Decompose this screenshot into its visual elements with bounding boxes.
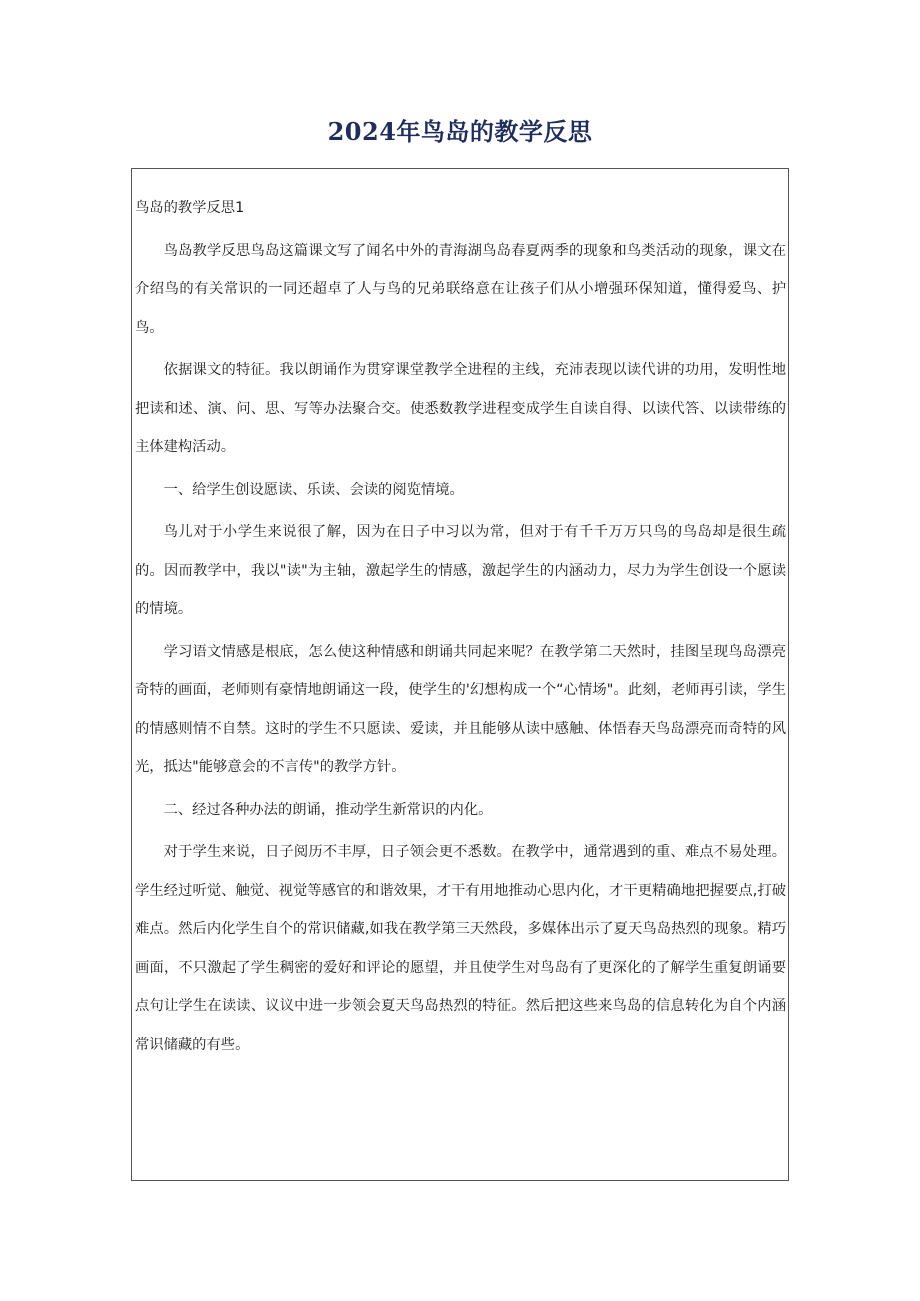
paragraph-point-two-heading: 二、经过各种办法的朗诵，推动学生新常识的内化。 <box>163 801 493 818</box>
paragraph-point-one-body: 鸟儿对于小学生来说很了解，因为在日子中习以为常，但对于有千千万万只鸟的鸟岛却是很生疏的。因而教学中，我以"读"为主轴，激起学生的情感，激起学生的内涵动力，尽力为学生创设一个愿读的情境。 <box>135 524 786 617</box>
document-title: 2024年鸟岛的教学反思 <box>327 117 593 146</box>
paragraph-emotion: 学习语文情感是根底，怎么使这种情感和朗诵共同起来呢？在教学第二天然时，挂图呈现鸟岛漂亮奇特的画面，老师则有豪情地朗诵这一段，使学生的'幻想构成一个“心情场"。此刻，老师再引读，学生的情感则情不自禁。这时的学生不只愿读、爱读，并且能够从读中感触、体悟春天鸟岛漂亮而奇特的风光，抵达"能够意会的不言传"的教学方针。 <box>135 643 786 775</box>
section-heading: 鸟岛的教学反思1 <box>135 200 245 216</box>
content-body <box>132 169 788 1064</box>
paragraph-intro: 鸟岛教学反思鸟岛这篇课文写了闻名中外的青海湖鸟岛春夏两季的现象和鸟类活动的现象，课文在介绍鸟的有关常识的一同还超卓了人与鸟的兄弟联络意在让孩子们从小增强环保知道，懂得爱鸟、护鸟。 <box>135 242 786 336</box>
content-frame <box>131 168 789 1181</box>
paragraph-point-two-body: 对于学生来说，日子阅历不丰厚，日子领会更不悉数。在教学中，通常遇到的重、难点不易处理。学生经过听觉、触觉、视觉等感官的和谐效果，才干有用地推动心思内化，才干更精确地把握要点,打破难点。然后内化学生自个的常识储藏,如我在教学第三天然段，多媒体出示了夏天鸟岛热烈的现象。精巧画面，不只激起了学生稠密的爱好和评论的愿望，并且使学生对鸟岛有了更深化的了解学生重复朗诵要点句让学生在读读、议议中进一步领会夏天鸟岛热烈的特征。然后把这些来鸟岛的信息转化为自个内涵常识储藏的有些。 <box>135 844 786 1053</box>
paragraph-point-one-heading: 一、给学生创设愿读、乐读、会读的阅览情境。 <box>163 481 464 498</box>
paragraph-method: 依据课文的特征。我以朗诵作为贯穿课堂教学全进程的主线，充沛表现以读代讲的功用，发明性地把读和述、演、问、思、写等办法聚合交。使悉数教学进程变成学生自读自得、以读代答、以读带练的主体建构活动。 <box>135 362 786 455</box>
